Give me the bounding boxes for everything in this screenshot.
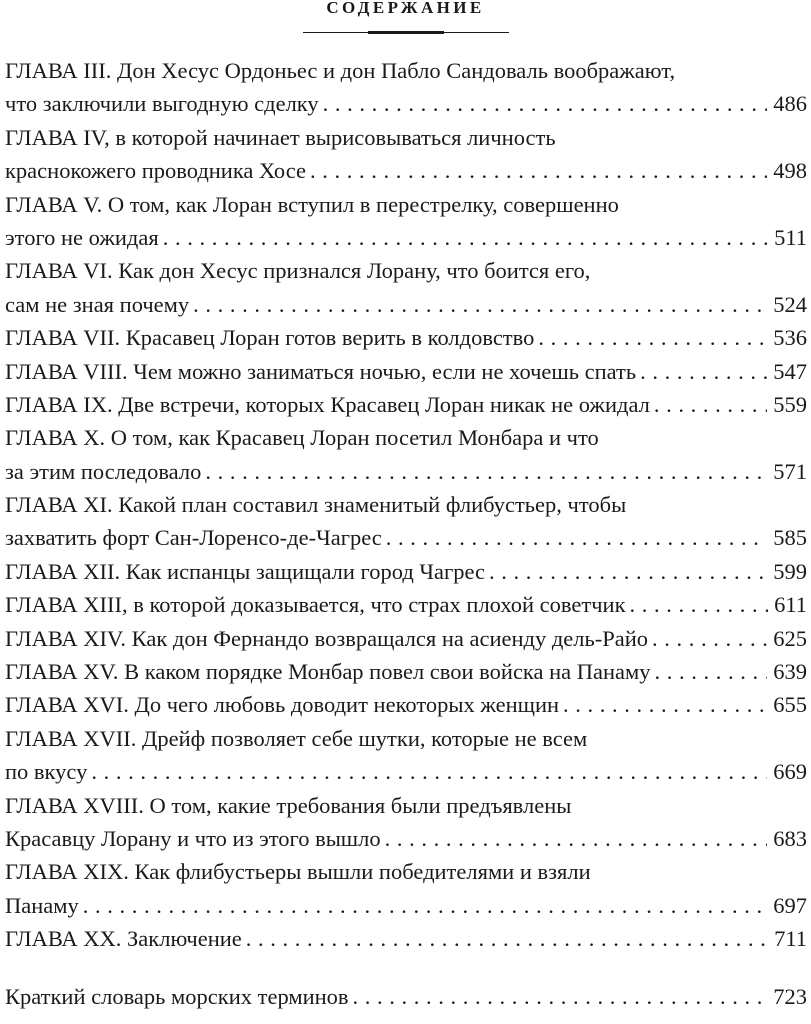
toc-entry-line <box>5 855 807 888</box>
toc-page-number: 547 <box>773 358 807 384</box>
toc-entry-text: захватить форт Сан-Лоренсо-де-Чагрес <box>5 525 382 551</box>
toc-entry[interactable] <box>5 421 807 488</box>
toc-entry[interactable] <box>5 488 807 555</box>
toc-entry[interactable] <box>5 922 807 955</box>
toc-entry-text: ГЛАВА XX. Заключение <box>5 926 242 952</box>
toc-entry-text: ГЛАВА XII. Как испанцы защищали город Чагрес <box>5 558 486 584</box>
toc-entry-line <box>5 455 807 488</box>
toc-entry-line <box>5 889 807 922</box>
toc-entry-text: ГЛАВА XVII. Дрейф позволяет себе шутки, которые не всем <box>5 725 588 751</box>
toc-entry-line <box>5 288 807 321</box>
toc-entry-line <box>5 622 807 655</box>
toc-entry-line <box>5 588 807 621</box>
dot-leader <box>385 822 768 855</box>
toc-entry[interactable] <box>5 54 807 121</box>
toc-entry-line <box>5 521 807 554</box>
toc-entry-text: Красавцу Лорану и что из этого вышло <box>5 825 381 851</box>
toc-entry-line <box>5 755 807 788</box>
dot-leader <box>246 922 768 955</box>
toc-entry-line <box>5 321 807 354</box>
dot-leader <box>205 455 767 488</box>
toc-entry-text: ГЛАВА XV. В каком порядке Монбар повел свои войска на Панаму <box>5 659 651 685</box>
dot-leader <box>489 555 767 588</box>
dot-leader <box>83 889 767 922</box>
toc-page-number: 655 <box>773 692 807 718</box>
toc-entry-line <box>5 221 807 254</box>
dot-leader <box>91 755 767 788</box>
toc-entry[interactable] <box>5 688 807 721</box>
toc-page-number: 599 <box>773 558 807 584</box>
title-divider-bar <box>368 31 444 34</box>
toc-page-number: 697 <box>773 892 807 918</box>
toc-page-number: 625 <box>773 625 807 651</box>
toc-page-number: 486 <box>773 91 807 117</box>
dot-leader <box>652 622 767 655</box>
toc-entry[interactable] <box>5 321 807 354</box>
toc-entry-line <box>5 655 807 688</box>
toc-entry-line <box>5 254 807 287</box>
dot-leader <box>323 87 768 120</box>
dot-leader <box>538 321 767 354</box>
dot-leader <box>310 154 767 187</box>
toc-page-number: 711 <box>774 926 807 952</box>
toc-entry-line <box>5 922 807 955</box>
toc-entry-line <box>5 722 807 755</box>
toc-entry[interactable] <box>5 121 807 188</box>
toc-page-number: 571 <box>773 458 807 484</box>
toc-entry[interactable] <box>5 622 807 655</box>
toc-entry[interactable] <box>5 722 807 789</box>
toc-page-number: 536 <box>773 325 807 351</box>
table-of-contents <box>5 54 807 1013</box>
toc-entry-text: Панаму <box>5 892 79 918</box>
toc-entry-line <box>5 980 807 1013</box>
toc-page-number: 683 <box>773 825 807 851</box>
toc-entry-line <box>5 188 807 221</box>
toc-entry[interactable] <box>5 588 807 621</box>
dot-leader <box>193 288 767 321</box>
toc-entry-line <box>5 121 807 154</box>
toc-entry-text: ГЛАВА XI. Какой план составил знаменитый флибустьер, чтобы <box>5 492 627 518</box>
contents-header <box>0 0 811 40</box>
toc-page-number: 611 <box>774 592 807 618</box>
toc-entry[interactable] <box>5 188 807 255</box>
toc-entry-text: ГЛАВА XIX. Как флибустьеры вышли победителями и взяли <box>5 859 591 885</box>
toc-page-number: 669 <box>773 759 807 785</box>
toc-page-number: 639 <box>773 659 807 685</box>
toc-page-number: 723 <box>773 983 807 1009</box>
toc-entry-text: Краткий словарь морских терминов <box>5 983 349 1009</box>
toc-entry-line <box>5 488 807 521</box>
toc-entry-line <box>5 388 807 421</box>
toc-page-number: 511 <box>774 224 807 250</box>
toc-entry-line <box>5 154 807 187</box>
page-title: СОДЕРЖАНИЕ <box>326 0 485 17</box>
toc-entry[interactable] <box>5 555 807 588</box>
toc-entry-text: сам не зная почему <box>5 291 190 317</box>
toc-entry-text: что заключили выгодную сделку <box>5 91 319 117</box>
toc-entry-text: ГЛАВА XIII, в которой доказывается, что страх плохой советчик <box>5 592 626 618</box>
dot-leader <box>163 221 768 254</box>
toc-entry[interactable] <box>5 388 807 421</box>
toc-entry-line <box>5 555 807 588</box>
toc-entry-text: за этим последовало <box>5 458 202 484</box>
toc-entry[interactable] <box>5 655 807 688</box>
section-gap <box>5 956 807 980</box>
toc-entry-text: ГЛАВА XVIII. О том, какие требования были предъявлены <box>5 792 572 818</box>
toc-page-number: 559 <box>773 391 807 417</box>
toc-entry-text: этого не ожидая <box>5 224 159 250</box>
toc-entry[interactable] <box>5 855 807 922</box>
dot-leader <box>630 588 769 621</box>
toc-page-number: 524 <box>773 291 807 317</box>
toc-entry-text: ГЛАВА XVI. До чего любовь доводит некоторых женщин <box>5 692 560 718</box>
toc-entry-text: по вкусу <box>5 759 88 785</box>
toc-entry-line <box>5 87 807 120</box>
toc-entry-line <box>5 54 807 87</box>
toc-entry-text: ГЛАВА III. Дон Хесус Ордоньес и дон Пабло Сандоваль воображают, <box>5 58 676 83</box>
dot-leader <box>654 388 767 421</box>
toc-entry-text: ГЛАВА V. О том, как Лоран вступил в перестрелку, совершенно <box>5 191 619 217</box>
toc-entry-line <box>5 789 807 822</box>
toc-entry-line <box>5 355 807 388</box>
dot-leader <box>386 521 768 554</box>
toc-entry-appendix[interactable] <box>5 980 807 1013</box>
toc-entry-text: ГЛАВА IX. Две встречи, которых Красавец Лоран никак не ожидал <box>5 391 650 417</box>
toc-entry-text: ГЛАВА X. О том, как Красавец Лоран посетил Монбара и что <box>5 425 599 451</box>
toc-page-number: 585 <box>773 525 807 551</box>
toc-entry-text: ГЛАВА VI. Как дон Хесус признался Лорану, что боится его, <box>5 258 591 284</box>
toc-entry-text: ГЛАВА VIII. Чем можно заниматься ночью, если не хочешь спать <box>5 358 637 384</box>
toc-entry-line <box>5 688 807 721</box>
dot-leader <box>563 688 767 721</box>
toc-entry-text: ГЛАВА XIV. Как дон Фернандо возвращался на асиенду дель-Райо <box>5 625 649 651</box>
toc-entry-text: ГЛАВА VII. Красавец Лоран готов верить в колдовство <box>5 325 535 351</box>
toc-entry[interactable] <box>5 254 807 321</box>
toc-entry-text: краснокожего проводника Хосе <box>5 158 306 184</box>
toc-entry[interactable] <box>5 789 807 856</box>
toc-entry[interactable] <box>5 355 807 388</box>
dot-leader <box>655 655 768 688</box>
toc-entry-line <box>5 822 807 855</box>
dot-leader <box>640 355 767 388</box>
toc-entry-text: ГЛАВА IV, в которой начинает вырисовываться личность <box>5 124 556 150</box>
dot-leader <box>353 980 768 1013</box>
toc-page-number: 498 <box>773 158 807 184</box>
toc-entry-line <box>5 421 807 454</box>
